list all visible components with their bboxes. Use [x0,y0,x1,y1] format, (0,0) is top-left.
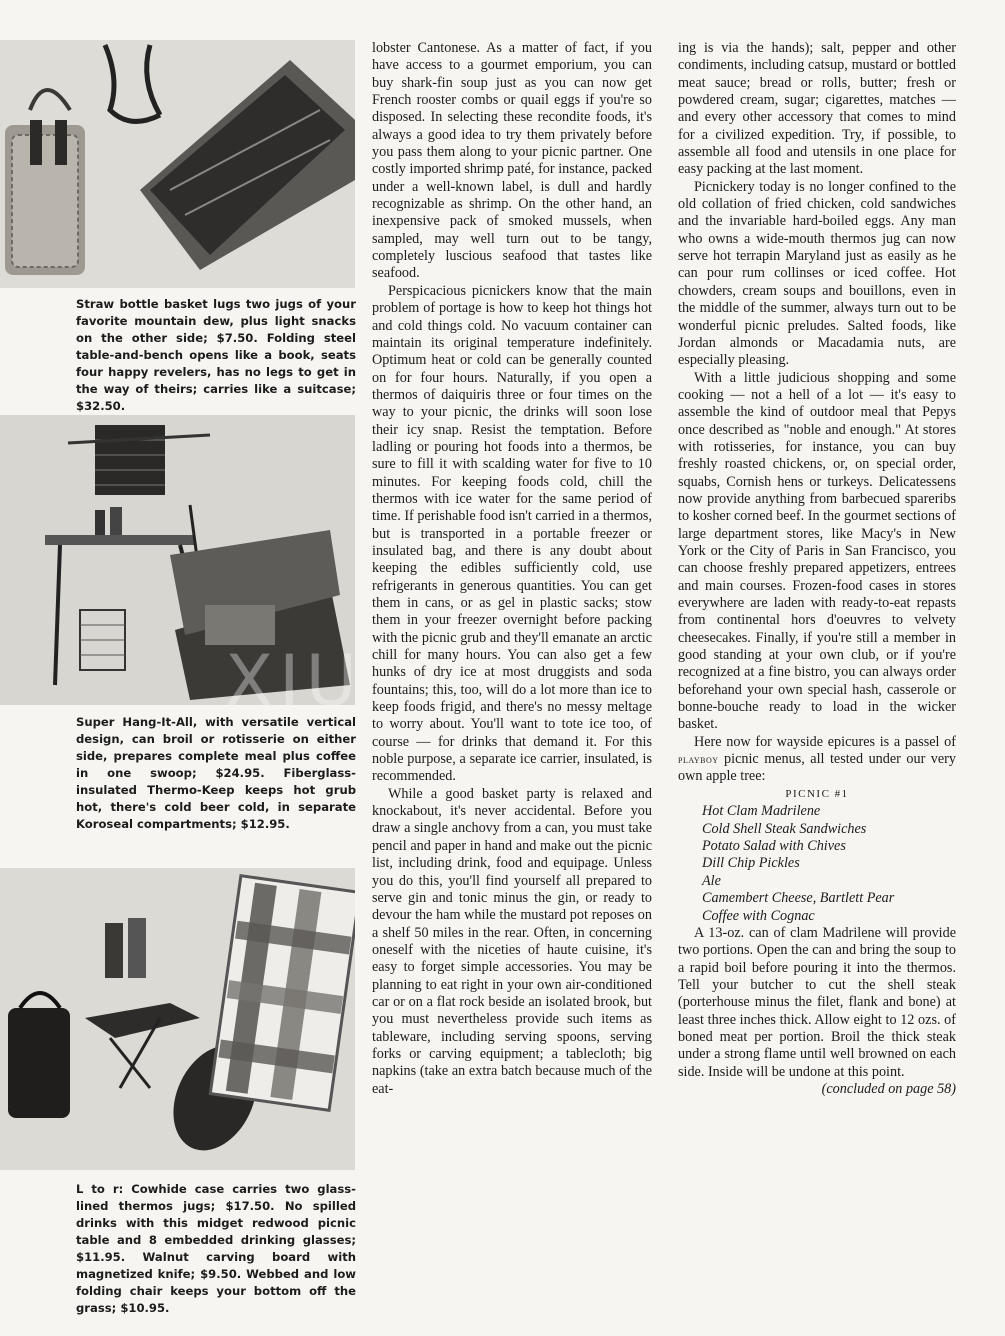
paragraph: A 13-oz. can of clam Madrilene will provide two portions. Open the can and bring the soup to a rapid boil before pouring it into the thermos. Tell your butcher to cut the shell steak (porterhouse minus the filet, flank and bone) at least three inches thick. Allow eight to 12 ozs. of boned meat per portion. Broil the thick steak under a strong flame until well browned on each side. Inside will be undone at this point. [678,924,956,1080]
menu-item: Dill Chip Pickles [702,855,800,872]
paragraph [678,734,956,786]
article-column-2 [372,40,652,1098]
continued-note: (concluded on page 58) [821,1081,956,1098]
photo-case-table-board-chair [0,868,355,1170]
magazine-name: playboy [678,752,719,767]
paragraph: lobster Cantonese. As a matter of fact, if you have access to a gourmet emporium, you can buy shark-fin soup just as you can now get French rooster combs or quail eggs if you're so disposed. In selecting these recondite foods, it's always a good idea to try them privately before you pass them along to your picnic partner. One costly imported shrimp paté, for instance, packed under a well-known label, is dull and hardly recognizable as shrimp. On the other hand, an inexpensive pack of smoked mussels, when sampled, may well turn out to be tangy, completely luscious seafood that tastes like seafood. [372,40,652,282]
menu-item: Cold Shell Steak Sandwiches [702,820,867,837]
watermark: XIU [225,640,363,722]
caption-photo-3: L to r: Cowhide case carries two glass-lined thermos jugs; $17.50. No spilled drinks with this midget redwood picnic table and 8 embedded drinking glasses; $11.95. Walnut carving board with magnetized knife; $9.50. Webbed and low folding chair keeps your bottom off the grass; $10.95. [76,1182,356,1315]
paragraph-text: Here now for wayside epicures is a passel of [694,733,956,750]
menu-heading: PICNIC #1 [785,787,849,800]
paragraph: While a good basket party is relaxed and knockabout, it's never accidental. Before you draw a single anchovy from a can, you must take pencil and paper in hand and make out the picnic list, including drink, food and equipage. Unless you do this, you'll find yourself all prepared to serve gin and tonic minus the gin, or ready to devour the ham while the mustard pot reposes on a shelf 50 miles in the rear. Often, in concerning oneself with the niceties of haute cuisine, it's easy to forget simple accessories. You may be planning to eat right in your own air-conditioned car or on a flat rock beside an isolated brook, but you must nevertheless provide such items as tableware, including serving spoons, serving forks or carving equipment; a tablecloth; big napkins (take an extra batch because much of the eat- [372,785,652,1097]
menu-item: Camembert Cheese, Bartlett Pear [702,890,895,907]
caption-photo-2: Super Hang-It-All, with versatile vertical design, can broil or rotisserie on either side, prepares complete meal plus coffee in one swoop; $24.95. Fiberglass-insulated Thermo-Keep keeps hot grub hot, there's cold beer cold, in separate Koroseal compartments; $12.95. [76,715,356,831]
picnic-menu [702,803,956,925]
paragraph: Perspicacious picnickers know that the main problem of portage is how to keep hot things hot and cold things cold. No vacuum container can maintain its original temperature indefinitely. Optimum heat or cold can be generally counted on for four hours. Naturally, if you open a thermos of daiquiris three or four times on the way to your picnic, the drinks will soon lose their icy snap. Resist the temptation. Before ladling or pouring hot foods into a thermos, be sure to fill it with scalding water for five to 10 minutes. For keeping foods cold, chill the thermos with ice water for the same period of time. If perishable food isn't carried in a thermos, but is transported in a portable freezer or insulated bag, and there is any doubt about keeping the edibles sufficiently cold, use refrigerants in generous quantities. You can get them in cans, or as gel in plastic sacks; stow them in your freezer overnight before packing with the picnic grub and they'll emanate an arctic chill for many hours. You can also get a few hunks of dry ice at most druggists and soda fountains; this, too, will do a lot more than ice to keep foods frigid, and there's no messy meltage to worry about. You'll want to tote ice too, of course — for drinks that demand it. For this noble purpose, a separate ice carrier, insulated, is recommended. [372,282,652,785]
paragraph-text: picnic menus, all tested under our very own apple tree: [678,751,956,785]
paragraph: ing is via the hands); salt, pepper and other condiments, including catsup, mustard or bottled meat sauce; bread or rolls, butter; fresh or powdered cream, sugar; cigarettes, matches — and every other accessory that comes to mind for a civilized expedition. Try, if possible, to assemble all food and utensils in one place for easy packing at the last moment. [678,40,956,178]
menu-item: Potato Salad with Chives [702,837,846,854]
photo-bottle-basket-and-table [0,40,355,288]
menu-item: Hot Clam Madrilene [702,803,821,820]
paragraph: With a little judicious shopping and some cooking — not a hell of a lot — it's easy to assemble the kind of outdoor meal that Pepys once described as "noble and enough." At stores with rotisseries, for instance, you can buy freshly roasted chickens, or, on special order, squabs, Cornish hens or turkeys. Delicatessens now provide anything from barbecued spareribs to kosher corned beef. In the gourmet sections of large department stores, like Macy's in New York or the City of Paris in San Francisco, you can choose freshly prepared appetizers, entrees and main courses. Frozen-food cases in stores everywhere are laden with ready-to-eat repasts from continental hors d'oeuvres to velvety cheesecakes. Finally, if you're still a member in good standing at your own club, or if you're recognized at a fine bistro, you can always order beforehand your own special hash, casserole or bonne-bouche ready to load in the wicker basket. [678,369,956,733]
article-column-3 [678,40,956,1098]
caption-photo-1: Straw bottle basket lugs two jugs of your favorite mountain dew, plus light snacks on the other side; $7.50. Folding steel table-and-bench opens like a book, seats four happy revelers, has no legs to get in the way of theirs; carries like a suitcase; $32.50. [76,297,356,413]
paragraph: Picnickery today is no longer confined to the old collation of fried chicken, cold sandwiches and the invariable hard-boiled eggs. Any man who owns a wide-mouth thermos jug can now serve hot terrapin Maryland just as easily as he can pour rum collinses or iced coffee. Hot chowders, cream soups and bouillons, even in the middle of the summer, always turn out to be wonderful picnic preludes. Salted foods, like Jordan almonds or Macadamia nuts, are especially pleasing. [678,178,956,369]
menu-item: Coffee with Cognac [702,907,815,924]
menu-item: Ale [702,872,721,889]
